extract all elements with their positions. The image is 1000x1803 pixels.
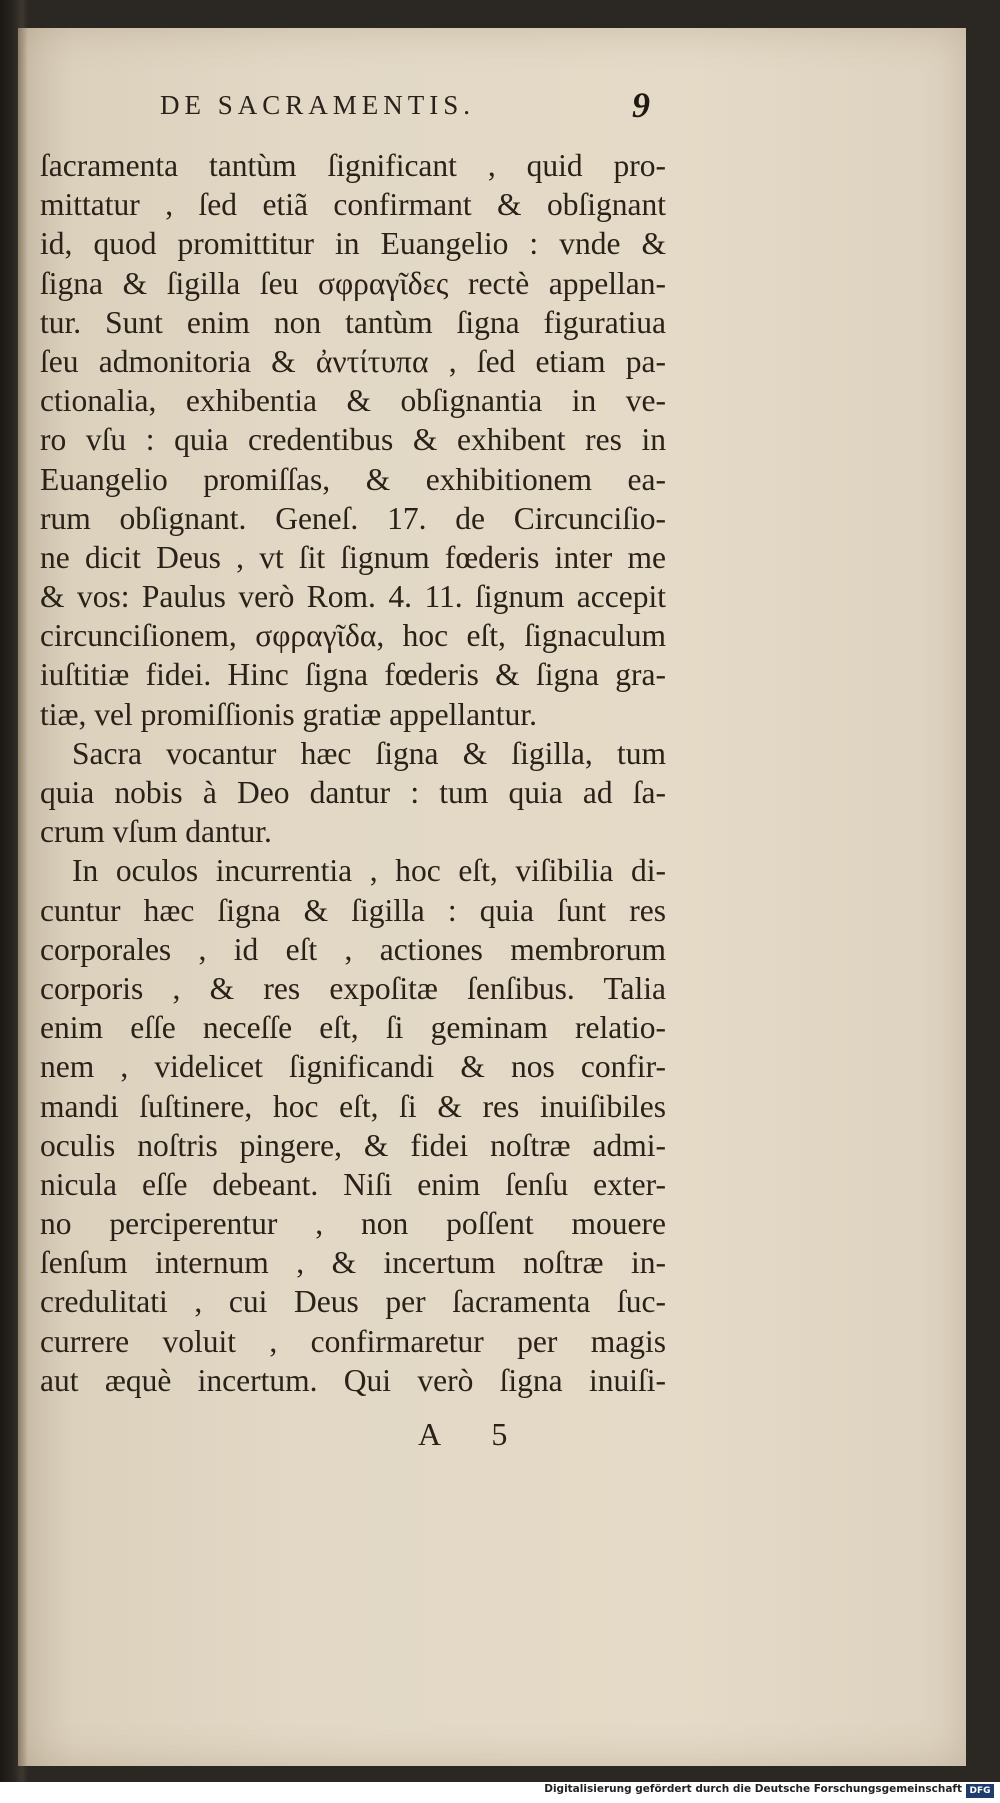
text-line: no perciperentur , non poſſent mouere — [40, 1206, 666, 1242]
text-line: Sacra vocantur hæc ſigna & ſigilla, tum — [72, 735, 666, 771]
text-line: circunciſionem, σφραγῖδα, hoc eſt, ſignaculum — [40, 618, 666, 654]
text-line: corporis , & res expoſitæ ſenſibus. Talia — [40, 970, 666, 1006]
text-line: mandi ſuſtinere, hoc eſt, ſi & res inuiſibiles — [40, 1088, 666, 1124]
text-line: nicula eſſe debeant. Niſi enim ſenſu exter- — [40, 1166, 666, 1202]
text-line: cuntur hæc ſigna & ſigilla : quia ſunt res — [40, 892, 666, 928]
text-line: ſigna & ſigilla ſeu σφραγῖδες rectè appellan- — [40, 265, 666, 301]
text-line: mittatur , ſed etiã confirmant & obſignant — [40, 187, 666, 223]
text-line: enim eſſe neceſſe eſt, ſi geminam relatio- — [40, 1010, 666, 1046]
text-line: ſenſum internum , & incertum noſtræ in- — [40, 1245, 666, 1281]
text-line: oculis noſtris pingere, & fidei noſtræ admi- — [40, 1127, 666, 1163]
running-head: DE SACRAMENTIS. — [160, 90, 476, 120]
dfg-logo: DFG — [966, 1784, 994, 1798]
text-line: credulitati , cui Deus per ſacramenta ſuc- — [40, 1284, 666, 1320]
text-line: iuſtitiæ fidei. Hinc ſigna fœderis & ſigna gra- — [40, 657, 666, 693]
text-line: ro vſu : quia credentibus & exhibent res in — [40, 422, 666, 458]
text-line: aut æquè incertum. Qui verò ſigna inuiſi- — [40, 1362, 666, 1398]
text-line: crum vſum dantur. — [40, 814, 272, 850]
text-line: In oculos incurrentia , hoc eſt, viſibilia di- — [72, 853, 666, 889]
funding-credit: Digitalisierung gefördert durch die Deutsche Forschungsgemeinschaft — [544, 1783, 962, 1795]
text-line: rum obſignant. Geneſ. 17. de Circunciſio- — [40, 500, 666, 536]
text-line: tiæ, vel promiſſionis gratiæ appellantur. — [40, 696, 537, 732]
text-line: currere voluit , confirmaretur per magis — [40, 1323, 666, 1359]
text-line: tur. Sunt enim non tantùm ſigna figuratiua — [40, 304, 666, 340]
text-line: ctionalia, exhibentia & obſignantia in ve- — [40, 383, 666, 419]
text-line: ſacramenta tantùm ſignificant , quid pro- — [40, 148, 666, 183]
page-number: 9 — [632, 85, 650, 125]
signature-mark: A 5 — [418, 1416, 530, 1452]
text-line: nem , videlicet ſignificandi & nos confir- — [40, 1049, 666, 1085]
text-line: ne dicit Deus , vt ſit ſignum fœderis inter me — [40, 539, 666, 575]
text-line: corporales , id eſt , actiones membrorum — [40, 931, 666, 967]
page-gutter-edge — [18, 28, 28, 1766]
text-line: quia nobis à Deo dantur : tum quia ad ſa- — [40, 775, 666, 810]
text-line: ſeu admonitoria & ἀντίτυπα , ſed etiam pa- — [40, 343, 666, 379]
text-line: Euangelio promiſſas, & exhibitionem ea- — [40, 461, 666, 497]
text-line: id, quod promittitur in Euangelio : vnde & — [40, 226, 666, 262]
body-text — [40, 146, 666, 1400]
text-line: & vos: Paulus verò Rom. 4. 11. ſignum accepit — [40, 579, 666, 615]
